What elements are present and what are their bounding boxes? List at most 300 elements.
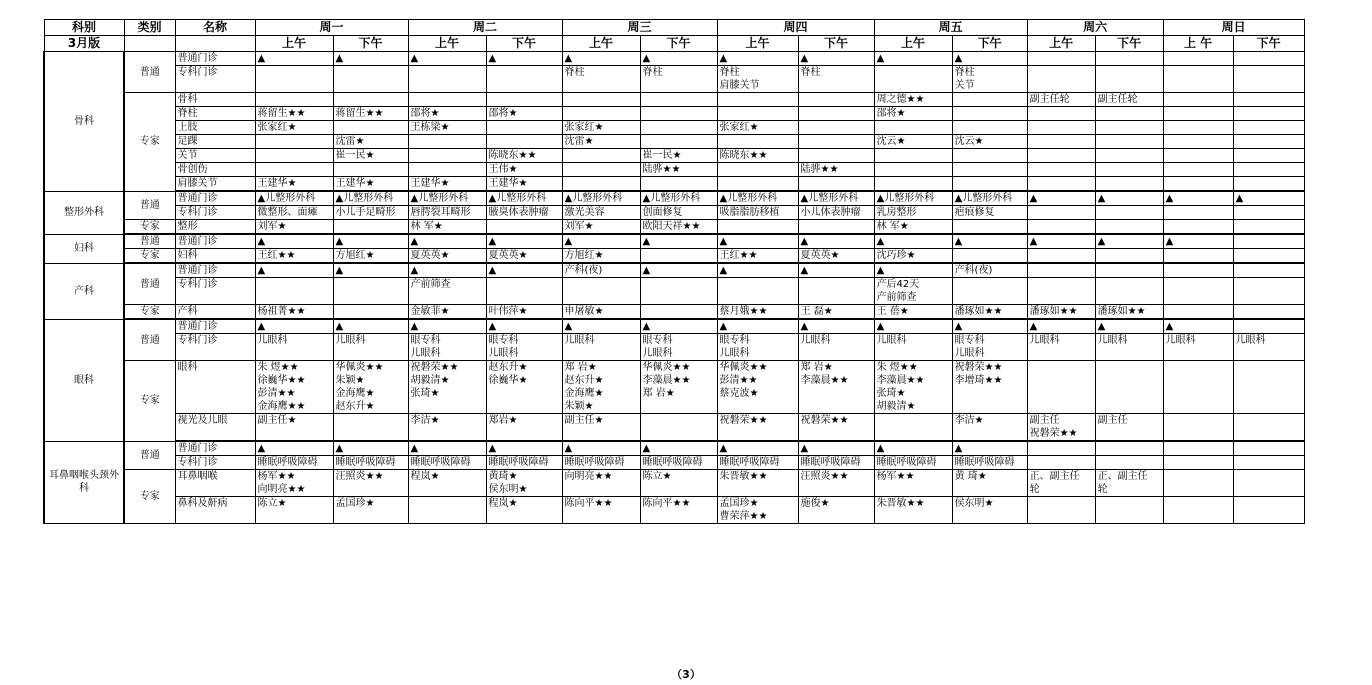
schedule-cell [1233,497,1304,524]
day-header: 周二 [408,20,562,36]
schedule-row [44,163,1304,177]
schedule-cell [1095,135,1163,149]
schedule-cell [562,107,640,121]
schedule-cell: 孟国珍★ [333,497,408,524]
schedule-cell: ▲ [874,263,952,278]
schedule-cell: 王栋梁★ [408,121,486,135]
clinic-name-cell: 普通门诊 [175,441,255,456]
schedule-cell: ▲ [798,263,874,278]
schedule-cell: ▲ [255,263,333,278]
schedule-cell [1233,263,1304,278]
schedule-cell: ▲ [562,441,640,456]
clinic-name-cell: 普通门诊 [175,263,255,278]
schedule-cell: 祝磐荣★★ [717,414,798,442]
schedule-row [44,66,1304,93]
schedule-row [44,52,1304,66]
schedule-cell: 乳房整形 [874,206,952,220]
schedule-cell [1163,278,1233,305]
schedule-cell: ▲儿整形外科 [952,191,1027,206]
category-cell: 专家 [124,220,175,235]
schedule-cell: 陈晓东★★ [717,149,798,163]
schedule-cell: 邵将★ [408,107,486,121]
schedule-row [44,441,1304,456]
schedule-cell: ▲ [1163,234,1233,249]
schedule-cell: 创面修复 [640,206,717,220]
schedule-cell [1163,66,1233,93]
dept-cell: 骨科 [44,52,124,192]
schedule-row [44,361,1304,414]
schedule-cell: ▲ [717,52,798,66]
schedule-cell [952,149,1027,163]
schedule-cell [1027,66,1095,93]
category-cell: 专家 [124,249,175,264]
schedule-cell [1233,93,1304,107]
schedule-cell [255,66,333,93]
schedule-cell [1163,52,1233,66]
clinic-name-cell: 专科门诊 [175,334,255,361]
schedule-cell: 儿眼科 [1233,334,1304,361]
schedule-cell: 汪照炎★★ [798,470,874,497]
schedule-cell [1163,206,1233,220]
dept-cell: 整形外科 [44,191,124,234]
schedule-cell [1233,249,1304,264]
schedule-cell: 副主任★ [562,414,640,442]
schedule-cell: ▲ [798,319,874,334]
category-cell: 专家 [124,93,175,192]
clinic-name-cell: 普通门诊 [175,52,255,66]
schedule-cell: 睡眠呼吸障碍 [486,456,562,470]
slot-header: 下午 [1095,36,1163,52]
schedule-cell: 眼专科 儿眼科 [717,334,798,361]
schedule-cell [408,149,486,163]
schedule-row [44,206,1304,220]
schedule-cell: 正、副主任 轮 [1095,470,1163,497]
clinic-name-cell: 普通门诊 [175,191,255,206]
schedule-cell: 陆骅★★ [640,163,717,177]
schedule-cell [952,107,1027,121]
schedule-cell [408,66,486,93]
slot-header: 上午 [255,36,333,52]
slot-header: 下午 [952,36,1027,52]
schedule-cell: 脊柱 [562,66,640,93]
schedule-cell: 疤痕修复 [952,206,1027,220]
schedule-cell: 儿眼科 [874,334,952,361]
schedule-cell [1163,470,1233,497]
schedule-cell: 朱晋敏★★ [717,470,798,497]
schedule-cell: ▲ [640,52,717,66]
category-cell: 普通 [124,319,175,361]
schedule-cell [798,220,874,235]
schedule-row [44,191,1304,206]
category-cell: 普通 [124,441,175,470]
schedule-cell [1095,361,1163,414]
schedule-cell [1233,66,1304,93]
schedule-cell: 李洁★ [952,414,1027,442]
schedule-cell: 陈立★ [640,470,717,497]
schedule-cell: 欧阳天祥★★ [640,220,717,235]
schedule-cell: 睡眠呼吸障碍 [952,456,1027,470]
slot-header: 上午 [717,36,798,52]
schedule-cell: 王红★★ [255,249,333,264]
schedule-cell: ▲ [333,319,408,334]
schedule-cell [1163,135,1233,149]
schedule-cell: 儿眼科 [562,334,640,361]
schedule-cell: 方旭红★ [562,249,640,264]
schedule-cell [952,93,1027,107]
schedule-cell [874,149,952,163]
schedule-cell: ▲ [486,441,562,456]
schedule-cell [1233,470,1304,497]
schedule-cell: 睡眠呼吸障碍 [874,456,952,470]
page-number: （3） [671,668,701,681]
schedule-cell: 睡眠呼吸障碍 [798,456,874,470]
schedule-cell [640,305,717,320]
schedule-cell: ▲ [1095,191,1163,206]
schedule-cell: ▲ [333,263,408,278]
schedule-cell [717,163,798,177]
clinic-name-cell: 视光及儿眼 [175,414,255,442]
schedule-cell: ▲ [333,234,408,249]
schedule-cell [1233,121,1304,135]
schedule-cell: 陈立★ [255,497,333,524]
schedule-cell: 脊柱 [798,66,874,93]
clinic-name-cell: 产科 [175,305,255,320]
schedule-cell: ▲ [952,52,1027,66]
schedule-cell: 张家红★ [562,121,640,135]
schedule-cell: 祝磐荣★★ [798,414,874,442]
schedule-cell [1027,278,1095,305]
schedule-cell [1163,263,1233,278]
schedule-cell [640,135,717,149]
schedule-cell [1027,263,1095,278]
schedule-cell: 沈云★ [874,135,952,149]
clinic-name-cell: 上肢 [175,121,255,135]
clinic-name-cell: 专科门诊 [175,206,255,220]
schedule-cell [798,177,874,192]
schedule-cell [333,163,408,177]
schedule-cell [640,249,717,264]
slot-row [44,36,1304,52]
schedule-cell: 朱 煜★★ 李藻晨★★ 张琦★ 胡毅清★ [874,361,952,414]
schedule-cell: ▲ [874,234,952,249]
schedule-cell [1233,234,1304,249]
schedule-cell [1233,149,1304,163]
version-label: 3月版 [44,36,124,52]
slot-header: 下午 [486,36,562,52]
schedule-cell: 眼专科 儿眼科 [640,334,717,361]
schedule-cell: 杨军★★ [874,470,952,497]
schedule-cell [1095,107,1163,121]
category-cell: 普通 [124,52,175,93]
schedule-row [44,470,1304,497]
schedule-cell: ▲ [562,234,640,249]
schedule-cell [1095,66,1163,93]
schedule-row [44,149,1304,163]
schedule-cell [1163,220,1233,235]
schedule-cell: 方旭红★ [333,249,408,264]
schedule-cell [486,220,562,235]
clinic-name-cell: 专科门诊 [175,456,255,470]
schedule-cell: 王建华★ [333,177,408,192]
schedule-cell [1027,135,1095,149]
schedule-cell: 沈巧珍★ [874,249,952,264]
schedule-row [44,334,1304,361]
schedule-cell [1233,52,1304,66]
schedule-cell [717,93,798,107]
schedule-cell: 崔一民★ [333,149,408,163]
schedule-cell [1163,121,1233,135]
schedule-row [44,319,1304,334]
schedule-cell: 陆骅★★ [798,163,874,177]
schedule-cell [640,93,717,107]
dept-cell: 耳鼻咽喉头颈外科 [44,441,124,524]
clinic-name-cell: 关节 [175,149,255,163]
schedule-cell [333,220,408,235]
schedule-cell: 朱 煜★★ 徐巍华★★ 彭清★★ 金海鹰★★ [255,361,333,414]
schedule-cell: ▲ [952,234,1027,249]
schedule-cell [1095,52,1163,66]
schedule-cell: 眼专科 儿眼科 [408,334,486,361]
schedule-cell: ▲ [1027,319,1095,334]
schedule-cell [486,93,562,107]
schedule-cell [1027,361,1095,414]
schedule-cell: 王建华★ [486,177,562,192]
slot-header: 下午 [640,36,717,52]
schedule-cell [1163,456,1233,470]
schedule-cell [1095,456,1163,470]
schedule-cell: ▲儿整形外科 [640,191,717,206]
schedule-cell: 儿眼科 [255,334,333,361]
schedule-cell: ▲ [640,234,717,249]
schedule-cell [1027,456,1095,470]
dept-cell: 产科 [44,263,124,319]
schedule-table [43,19,1305,524]
schedule-row [44,121,1304,135]
schedule-cell [333,66,408,93]
schedule-cell: 腋臭体表肿瘤 [486,206,562,220]
schedule-cell [562,93,640,107]
schedule-cell: 产前筛查 [408,278,486,305]
schedule-cell: 正、副主任 轮 [1027,470,1095,497]
schedule-cell [1233,278,1304,305]
schedule-cell: 脊柱 关节 [952,66,1027,93]
schedule-cell: 王 蓓★ [874,305,952,320]
schedule-cell [1027,497,1095,524]
schedule-cell: 产科(夜) [952,263,1027,278]
schedule-cell: 儿眼科 [1027,334,1095,361]
schedule-cell: 副主任★ [255,414,333,442]
schedule-cell: ▲ [333,52,408,66]
schedule-cell: ▲儿整形外科 [333,191,408,206]
schedule-cell: ▲ [717,234,798,249]
schedule-cell [717,220,798,235]
schedule-cell: ▲ [486,234,562,249]
schedule-cell [717,278,798,305]
schedule-cell [1027,177,1095,192]
schedule-cell [1027,163,1095,177]
schedule-cell: 祝磐荣★★ 胡毅清★ 张琦★ [408,361,486,414]
schedule-cell [1233,206,1304,220]
schedule-cell: 邵将★ [486,107,562,121]
schedule-cell: 脊柱 肩膝关节 [717,66,798,93]
schedule-cell [255,278,333,305]
schedule-cell: ▲ [1163,191,1233,206]
schedule-cell [486,66,562,93]
schedule-cell: 黄琦★ 侯东明★ [486,470,562,497]
schedule-cell [952,249,1027,264]
schedule-cell [717,177,798,192]
schedule-cell: 潘琢如★★ [1095,305,1163,320]
schedule-cell: 杨军★★ 向明亮★★ [255,470,333,497]
schedule-cell: 王伟★ [486,163,562,177]
schedule-cell: 夏英英★ [486,249,562,264]
schedule-cell: 睡眠呼吸障碍 [640,456,717,470]
schedule-cell [798,107,874,121]
schedule-cell: 儿眼科 [1163,334,1233,361]
header-row [44,20,1304,36]
schedule-cell [874,66,952,93]
category-cell: 普通 [124,191,175,220]
schedule-cell [874,414,952,442]
schedule-cell: ▲ [640,319,717,334]
schedule-cell [717,135,798,149]
schedule-cell [562,278,640,305]
category-cell: 普通 [124,263,175,305]
schedule-cell: 王建华★ [408,177,486,192]
schedule-cell [1233,220,1304,235]
schedule-cell: 副主任轮 [1095,93,1163,107]
schedule-cell: 蒋留生★★ [333,107,408,121]
schedule-cell: 夏英英★ [408,249,486,264]
schedule-cell: 黄 琦★ [952,470,1027,497]
schedule-cell: 王建华★ [255,177,333,192]
schedule-cell: ▲ [952,319,1027,334]
schedule-cell: 小儿手足畸形 [333,206,408,220]
schedule-cell [486,278,562,305]
schedule-cell: ▲ [408,441,486,456]
schedule-cell: 郑 岩★ 李藻晨★★ [798,361,874,414]
schedule-cell [1027,220,1095,235]
schedule-cell: 陈向平★★ [562,497,640,524]
schedule-cell [1233,135,1304,149]
schedule-cell: 刘军★ [562,220,640,235]
clinic-name-cell: 骨创伤 [175,163,255,177]
schedule-cell: 华佩炎★★ 李藻晨★★ 郑 岩★ [640,361,717,414]
schedule-cell: 杨祖菁★★ [255,305,333,320]
schedule-cell: 刘军★ [255,220,333,235]
schedule-cell [1163,249,1233,264]
slot-header: 上午 [874,36,952,52]
schedule-cell: ▲ [640,441,717,456]
slot-header: 下午 [1233,36,1304,52]
schedule-cell: 睡眠呼吸障碍 [333,456,408,470]
dept-cell: 妇科 [44,234,124,263]
schedule-cell [1027,52,1095,66]
schedule-cell [1027,149,1095,163]
schedule-cell [952,177,1027,192]
schedule-cell: 微整形、面瘫 [255,206,333,220]
schedule-cell: 华佩炎★★ 彭清★★ 蔡克波★ [717,361,798,414]
schedule-cell [1233,107,1304,121]
schedule-cell [640,278,717,305]
schedule-cell: ▲ [255,319,333,334]
schedule-cell: 程岚★ [486,497,562,524]
schedule-cell: ▲儿整形外科 [408,191,486,206]
schedule-cell: 汪照炎★★ [333,470,408,497]
schedule-cell [1233,163,1304,177]
schedule-cell: ▲ [874,441,952,456]
schedule-cell [255,149,333,163]
schedule-cell: ▲儿整形外科 [874,191,952,206]
dept-header: 科别 [44,20,124,36]
slot-header: 下午 [333,36,408,52]
schedule-cell: 沈云★ [952,135,1027,149]
slot-header: 上午 [1027,36,1095,52]
schedule-row [44,135,1304,149]
schedule-cell: ▲ [717,441,798,456]
schedule-cell: 沈雷★ [333,135,408,149]
schedule-row [44,278,1304,305]
schedule-cell: ▲ [408,319,486,334]
schedule-cell: 邵将★ [874,107,952,121]
schedule-cell [1233,361,1304,414]
schedule-cell: ▲ [255,52,333,66]
schedule-cell [255,163,333,177]
schedule-cell: ▲ [798,234,874,249]
schedule-cell [408,497,486,524]
schedule-cell: ▲ [408,234,486,249]
schedule-cell [1095,163,1163,177]
schedule-cell [1163,107,1233,121]
schedule-cell: 叶伟萍★ [486,305,562,320]
schedule-cell: 李洁★ [408,414,486,442]
schedule-cell: ▲ [1095,234,1163,249]
schedule-cell: 唇腭裂耳畸形 [408,206,486,220]
schedule-row [44,456,1304,470]
schedule-cell [1163,305,1233,320]
schedule-cell [1095,497,1163,524]
schedule-cell: ▲ [486,263,562,278]
schedule-cell [1163,497,1233,524]
schedule-cell: 副主任 [1095,414,1163,442]
schedule-cell: 儿眼科 [798,334,874,361]
schedule-cell: 沈雷★ [562,135,640,149]
schedule-cell: 小儿体表肿瘤 [798,206,874,220]
clinic-name-cell: 肩膝关节 [175,177,255,192]
category-header: 类别 [124,20,175,36]
schedule-cell: 金敏菲★ [408,305,486,320]
schedule-cell [1095,441,1163,456]
slot-header: 上午 [562,36,640,52]
category-cell: 专家 [124,361,175,442]
schedule-cell: ▲儿整形外科 [717,191,798,206]
schedule-cell [1163,414,1233,442]
schedule-cell [1095,220,1163,235]
schedule-cell [874,177,952,192]
schedule-cell [1163,177,1233,192]
schedule-cell: 蔡月娥★★ [717,305,798,320]
slot-header: 上 午 [1163,36,1233,52]
schedule-cell [1095,206,1163,220]
schedule-cell [1095,177,1163,192]
schedule-cell: 孟国珍★ 曹荣萍★★ [717,497,798,524]
slot-header: 上午 [408,36,486,52]
schedule-cell: 王红★★ [717,249,798,264]
schedule-cell: ▲ [486,319,562,334]
schedule-cell: ▲ [798,52,874,66]
schedule-cell: ▲ [952,441,1027,456]
schedule-cell [640,107,717,121]
